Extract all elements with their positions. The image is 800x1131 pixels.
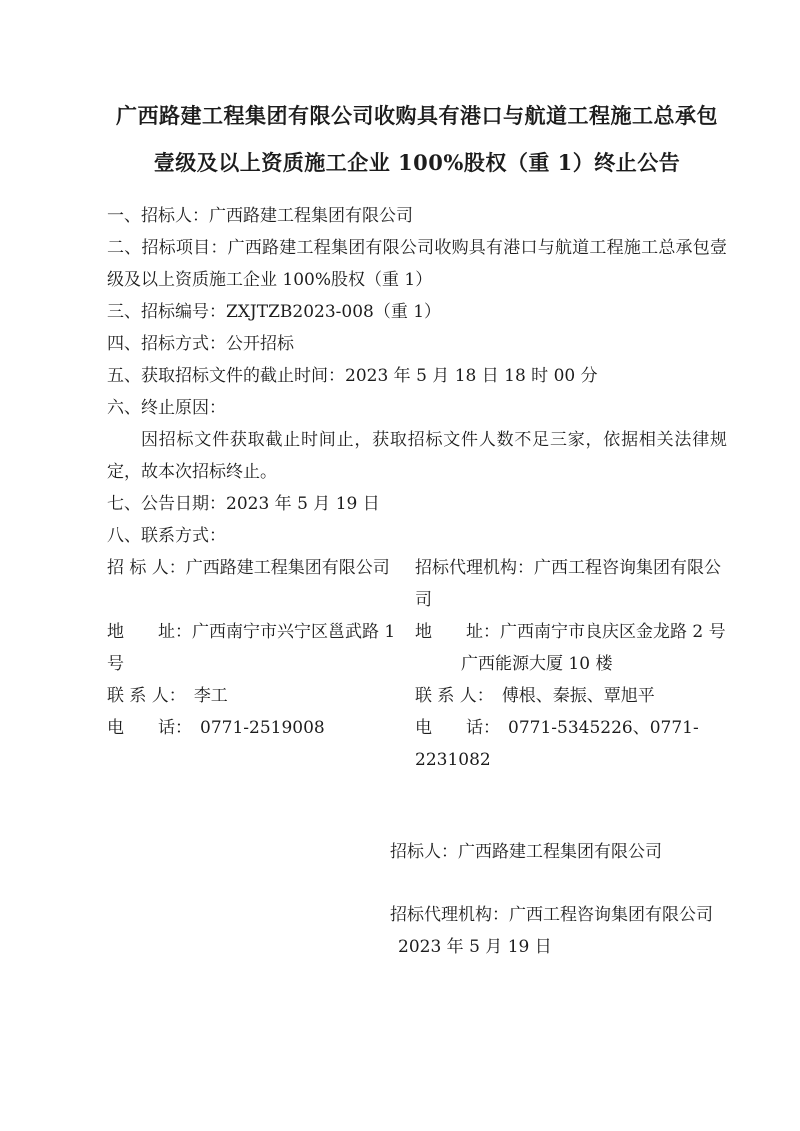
agency-phone-value: 0771-5345226、0771-2231082 (415, 718, 699, 770)
tenderer-person-cell (107, 680, 415, 712)
tenderer-phone-value: 0771-2519008 (200, 718, 325, 738)
tenderer-person-value: 李工 (193, 686, 228, 706)
agency-person-cell (415, 680, 727, 712)
agency-address-label: 地 址： (415, 622, 500, 642)
item-tenderer: 一、招标人：广西路建工程集团有限公司 (107, 206, 413, 226)
contact-row-address (107, 616, 727, 680)
agency-address-value: 广西南宁市良庆区金龙路 2 号广西能源大厦 10 楼 (461, 622, 726, 674)
agency-person-value: 傅根、秦振、覃旭平 (501, 686, 655, 706)
tenderer-name-cell (107, 552, 415, 616)
signature-block (390, 836, 727, 963)
tenderer-name-label: 招 标 人： (107, 558, 186, 578)
tenderer-address-label: 地 址： (107, 622, 192, 642)
contact-row-phone (107, 712, 727, 776)
contact-section (107, 552, 727, 776)
signature-tenderer: 招标人：广西路建工程集团有限公司 (390, 842, 662, 862)
item-tender-number: 三、招标编号：ZXJTZB2023-008（重 1） (107, 302, 442, 322)
agency-phone-label: 电 话： (415, 718, 500, 738)
contact-row-name (107, 552, 727, 616)
tenderer-phone-cell (107, 712, 415, 776)
agency-address-cell (415, 616, 727, 680)
tenderer-phone-label: 电 话： (107, 718, 192, 738)
item-announcement-date: 七、公告日期：2023 年 5 月 19 日 (107, 494, 380, 514)
item-tender-method: 四、招标方式：公开招标 (107, 334, 294, 354)
item-project: 二、招标项目：广西路建工程集团有限公司收购具有港口与航道工程施工总承包壹级及以上资质施工企业 100%股权（重 1） (107, 238, 727, 290)
tenderer-name-value: 广西路建工程集团有限公司 (185, 558, 390, 578)
tenderer-person-label: 联 系 人： (107, 686, 186, 706)
agency-name-cell (415, 552, 727, 616)
item-contact-heading: 八、联系方式： (107, 526, 226, 546)
contact-row-person (107, 680, 727, 712)
agency-person-label: 联 系 人： (415, 686, 494, 706)
agency-name-label: 招标代理机构： (415, 558, 534, 578)
signature-date: 2023 年 5 月 19 日 (398, 937, 552, 957)
agency-name-value: 广西工程咨询集团有限公司 (415, 558, 721, 610)
item-deadline: 五、获取招标文件的截止时间：2023 年 5 月 18 日 18 时 00 分 (107, 366, 598, 386)
signature-agency: 招标代理机构：广西工程咨询集团有限公司 (390, 905, 713, 925)
announcement-body (107, 200, 727, 552)
agency-phone-cell (415, 712, 727, 776)
item-termination-reason-heading: 六、终止原因： (107, 398, 226, 418)
page-title: 广西路建工程集团有限公司收购具有港口与航道工程施工总承包壹级及以上资质施工企业 100%股权（重 1）终止公告 (116, 103, 718, 175)
tenderer-address-cell (107, 616, 415, 680)
tenderer-address-value: 广西南宁市兴宁区邕武路 1 号 (107, 622, 396, 674)
termination-reason-text: 因招标文件获取截止时间止，获取招标文件人数不足三家，依据相关法律规定，故本次招标终止。 (107, 430, 727, 482)
